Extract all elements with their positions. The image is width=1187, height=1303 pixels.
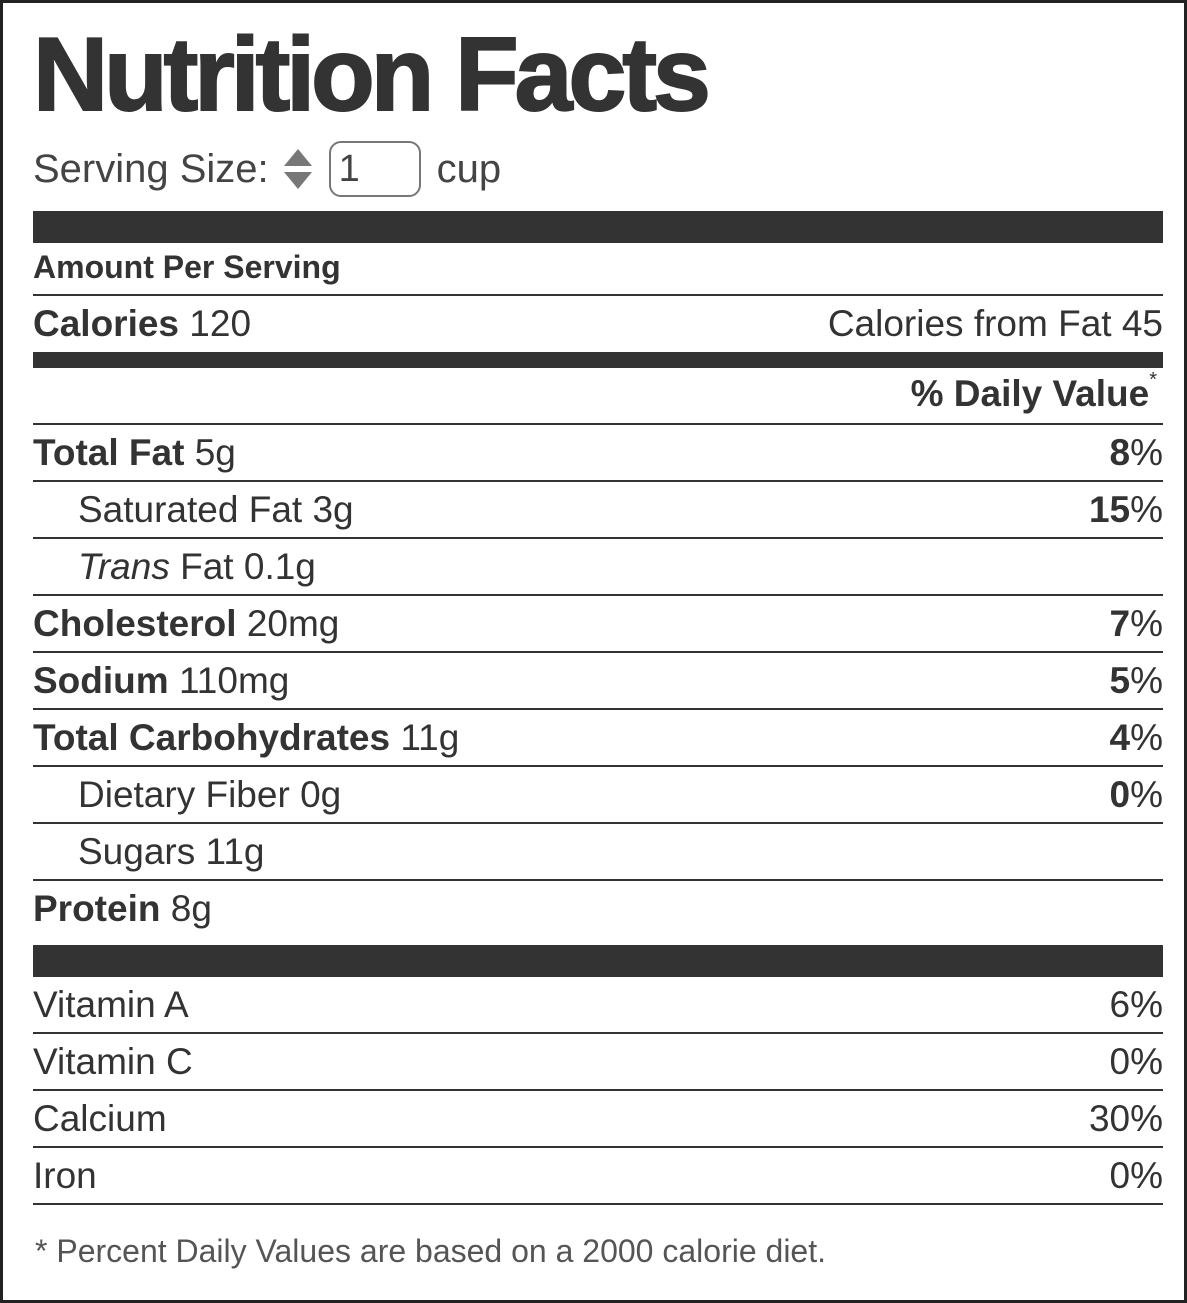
calories-label: Calories (33, 303, 180, 344)
nutrient-name: Saturated Fat (78, 489, 303, 530)
divider (33, 651, 1163, 653)
serving-size (33, 137, 501, 201)
divider (33, 1089, 1163, 1091)
nutrient-amount: 0.1g (243, 546, 316, 587)
thick-divider (33, 945, 1163, 977)
divider (33, 537, 1163, 539)
nutrient-row-cholesterol (33, 597, 1163, 651)
percent-sign: % (1130, 717, 1163, 758)
nutrient-amount: 5g (194, 432, 236, 473)
serving-stepper-icon[interactable] (283, 147, 313, 191)
vitamin-row-iron (33, 1149, 1163, 1203)
vitamin-name: Vitamin C (33, 1041, 193, 1082)
serving-size-label: Serving Size: (33, 146, 269, 191)
calories (33, 303, 251, 345)
nutrient-name: Protein (33, 888, 161, 929)
percent-sign: % (1130, 660, 1163, 701)
nutrient-name: Total Fat (33, 432, 185, 473)
nutrient-name: Dietary Fiber (78, 774, 290, 815)
percent-sign: % (1130, 603, 1163, 644)
vitamin-row-vitamin-c (33, 1035, 1163, 1089)
vitamin-dv: 6% (1109, 984, 1163, 1025)
divider (33, 1146, 1163, 1148)
amount-per-serving: Amount Per Serving (33, 249, 341, 285)
vitamin-name: Vitamin A (33, 984, 189, 1025)
nutrient-row-total-fat (33, 426, 1163, 480)
nutrient-dv: 8 (1109, 432, 1131, 473)
percent-sign: % (1130, 489, 1163, 530)
label-title: Nutrition Facts (33, 17, 707, 133)
nutrient-dv: 15 (1088, 489, 1131, 530)
medium-divider (33, 352, 1163, 368)
nutrient-dv: 7 (1109, 603, 1131, 644)
vitamin-dv: 0% (1109, 1155, 1163, 1196)
divider (33, 708, 1163, 710)
calories-value: 120 (189, 303, 252, 344)
nutrient-amount: 0g (300, 774, 342, 815)
nutrient-name-italic: Trans (78, 546, 170, 587)
nutrient-amount: 11g (205, 831, 265, 872)
nutrient-row-trans-fat (33, 540, 1163, 594)
divider (33, 480, 1163, 482)
nutrient-amount: 11g (400, 717, 460, 758)
divider (33, 879, 1163, 881)
stepper-down-icon[interactable] (284, 172, 312, 189)
nutrient-name: Total Carbohydrates (33, 717, 391, 758)
divider (33, 594, 1163, 596)
nutrient-dv: 0 (1109, 774, 1131, 815)
nutrient-name: Fat (180, 546, 234, 587)
nutrient-amount: 20mg (246, 603, 340, 644)
serving-size-input[interactable] (329, 141, 421, 197)
nutrient-row-total-carbohydrates (33, 711, 1163, 765)
vitamin-row-vitamin-a (33, 978, 1163, 1032)
vitamin-name: Calcium (33, 1098, 167, 1139)
daily-value-asterisk: * (1149, 369, 1157, 391)
nutrient-row-sugars (33, 825, 1163, 879)
calories-from-fat: Calories from Fat 45 (827, 303, 1163, 344)
stepper-up-icon[interactable] (284, 149, 312, 166)
vitamin-dv: 0% (1109, 1041, 1163, 1082)
divider (33, 423, 1163, 425)
serving-unit: cup (436, 146, 502, 191)
nutrient-row-protein (33, 882, 1163, 936)
nutrient-row-dietary-fiber (33, 768, 1163, 822)
percent-sign: % (1130, 432, 1163, 473)
divider (33, 294, 1163, 296)
calories-row (33, 299, 1163, 349)
nutrient-name: Sodium (33, 660, 169, 701)
percent-sign: % (1130, 774, 1163, 815)
daily-value-header (910, 369, 1157, 415)
thick-divider (33, 211, 1163, 243)
nutrient-row-sodium (33, 654, 1163, 708)
nutrient-dv: 5 (1109, 660, 1131, 701)
footnote: * Percent Daily Values are based on a 2000 calorie diet. (35, 1233, 826, 1269)
divider (33, 822, 1163, 824)
vitamin-name: Iron (33, 1155, 97, 1196)
nutrient-amount: 110mg (178, 660, 290, 701)
vitamin-row-calcium (33, 1092, 1163, 1146)
nutrient-amount: 8g (170, 888, 212, 929)
divider (33, 765, 1163, 767)
nutrient-dv: 4 (1109, 717, 1131, 758)
divider (33, 1032, 1163, 1034)
nutrient-row-saturated-fat (33, 483, 1163, 537)
daily-value-label: % Daily Value (910, 373, 1150, 414)
nutrient-name: Cholesterol (33, 603, 237, 644)
divider (33, 1203, 1163, 1205)
nutrient-amount: 3g (312, 489, 354, 530)
vitamin-dv: 30% (1088, 1098, 1163, 1139)
nutrient-name: Sugars (78, 831, 196, 872)
